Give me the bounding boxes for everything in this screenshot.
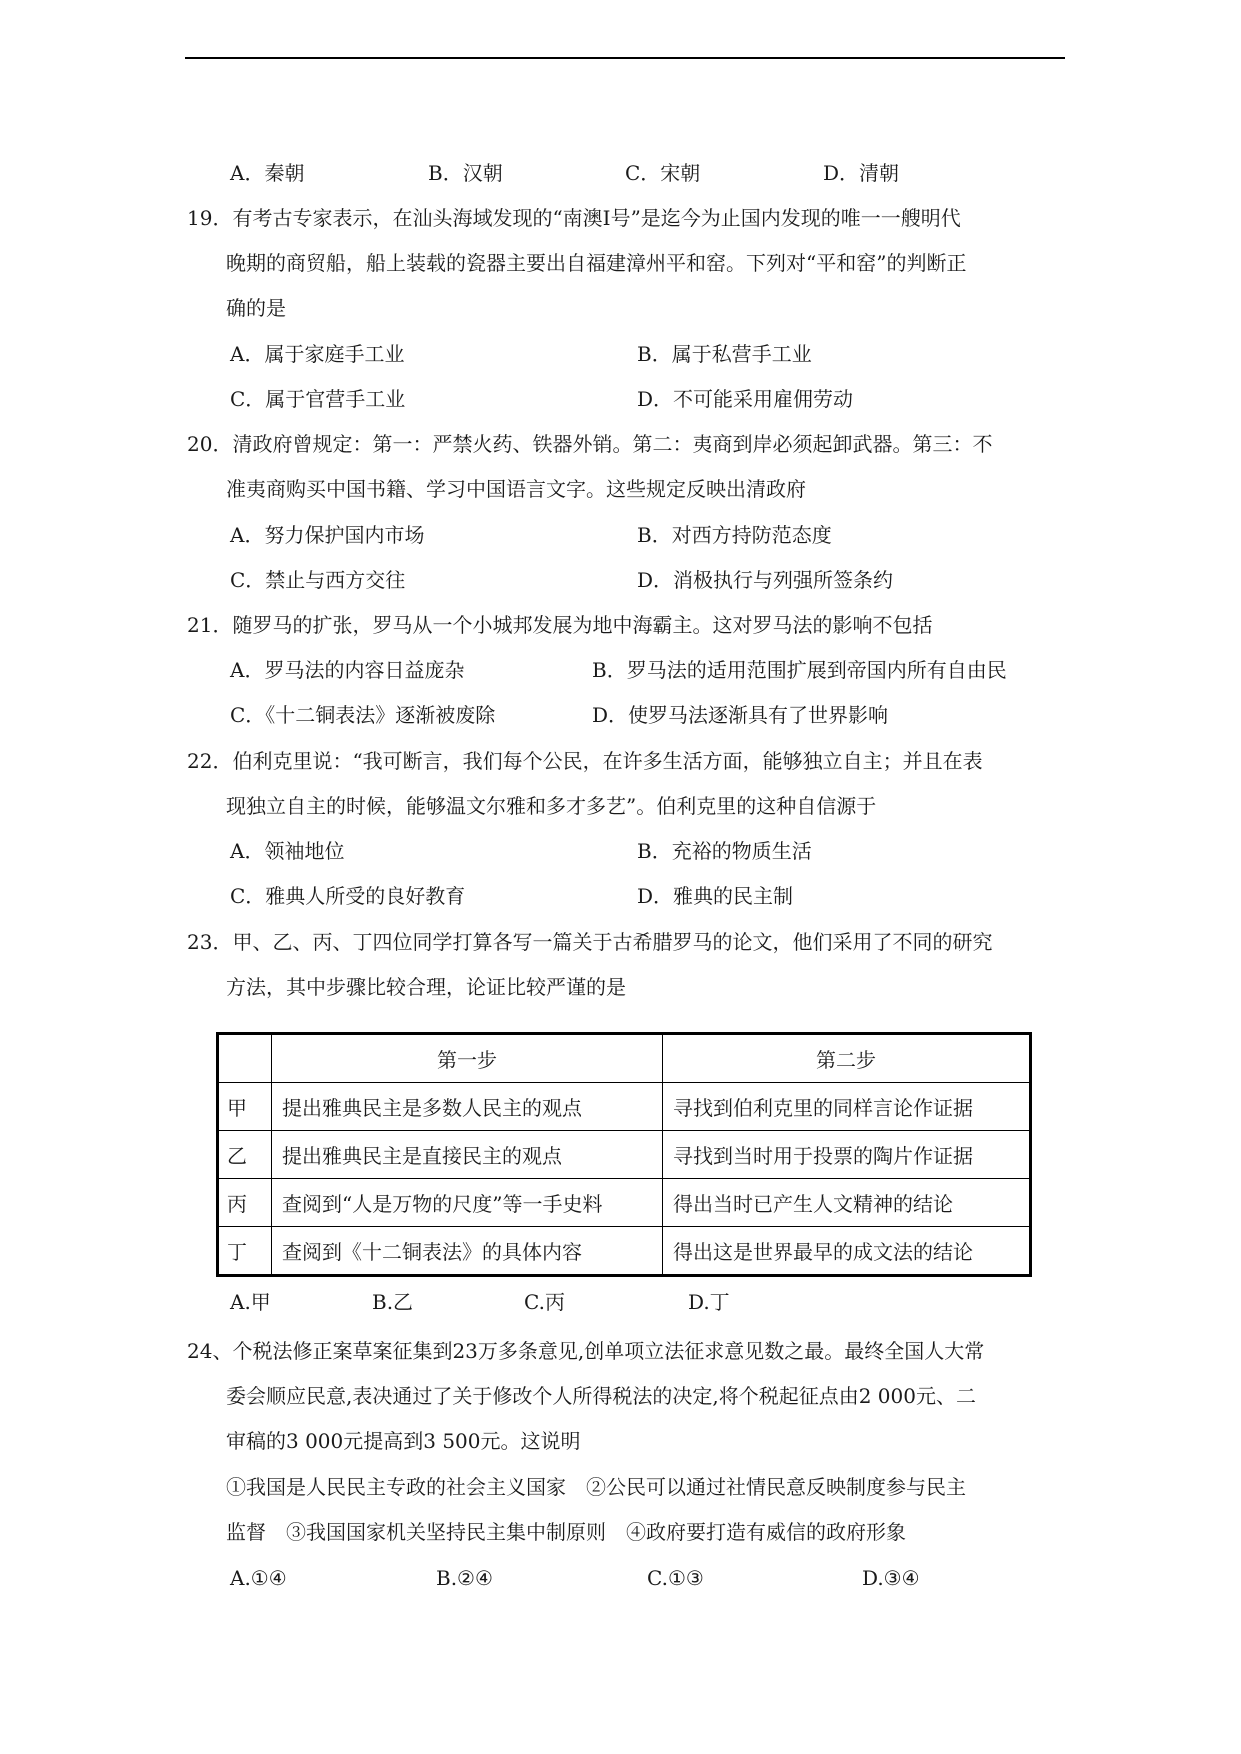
question-stem-line: 20．清政府曾规定：第一：严禁火药、铁器外销。第二：夷商到岸必须起卸武器。第三：不	[187, 432, 993, 456]
option-b: B．对西方持防范态度	[637, 523, 832, 547]
table-cell: 得出这是世界最早的成文法的结论	[663, 1227, 1031, 1276]
table-cell: 丙	[218, 1179, 272, 1227]
option-a: A．努力保护国内市场	[230, 523, 425, 547]
option-b: B．汉朝	[428, 161, 503, 185]
question-stem-line: 委会顺应民意,表决通过了关于修改个人所得税法的决定,将个税起征点由2 000元、二	[226, 1384, 976, 1408]
option-c: C．属于官营手工业	[230, 387, 406, 411]
option-b: B.②④	[436, 1566, 493, 1590]
table-cell: 寻找到伯利克里的同样言论作证据	[663, 1083, 1031, 1131]
table-row	[218, 1131, 1031, 1179]
option-b: B.乙	[372, 1290, 414, 1314]
option-a: A．领袖地位	[230, 839, 345, 863]
table-cell: 乙	[218, 1131, 272, 1179]
question-stem-line: 监督 ③我国国家机关坚持民主集中制原则 ④政府要打造有威信的政府形象	[226, 1520, 906, 1544]
table-header-cell: 第一步	[272, 1034, 663, 1083]
option-c: C.①③	[647, 1566, 704, 1590]
option-c: C．雅典人所受的良好教育	[230, 884, 466, 908]
option-d: D．雅典的民主制	[637, 884, 794, 908]
question-stem-line: 方法，其中步骤比较合理，论证比较严谨的是	[226, 975, 626, 999]
table-cell: 寻找到当时用于投票的陶片作证据	[663, 1131, 1031, 1179]
table-cell: 丁	[218, 1227, 272, 1276]
option-d: D．使罗马法逐渐具有了世界影响	[592, 703, 889, 727]
option-a: A.甲	[230, 1290, 271, 1314]
option-a: A．秦朝	[230, 161, 305, 185]
table-cell: 甲	[218, 1083, 272, 1131]
question-stem-line: 审稿的3 000元提高到3 500元。这说明	[226, 1429, 581, 1453]
table-cell: 得出当时已产生人文精神的结论	[663, 1179, 1031, 1227]
table-cell: 查阅到“人是万物的尺度”等一手史料	[272, 1179, 663, 1227]
option-d: D．不可能采用雇佣劳动	[637, 387, 854, 411]
question-stem-line: 晚期的商贸船，船上装载的瓷器主要出自福建漳州平和窑。下列对“平和窑”的判断正	[226, 251, 967, 275]
option-c: C．《十二铜表法》逐渐被废除	[230, 703, 496, 727]
option-d: D.丁	[688, 1290, 730, 1314]
table-row	[218, 1227, 1031, 1276]
table-row	[218, 1179, 1031, 1227]
option-b: B．充裕的物质生活	[637, 839, 812, 863]
option-c: C.丙	[524, 1290, 565, 1314]
question-stem-line: 现独立自主的时候，能够温文尔雅和多才多艺”。伯利克里的这种自信源于	[226, 794, 877, 818]
option-a: A．属于家庭手工业	[230, 342, 405, 366]
question-stem-line: 19．有考古专家表示，在汕头海域发现的“南澳Ⅰ号”是迄今为止国内发现的唯一一艘明代	[187, 206, 961, 230]
table-row	[218, 1083, 1031, 1131]
option-d: D.③④	[862, 1566, 920, 1590]
question-stem-line: ①我国是人民民主专政的社会主义国家 ②公民可以通过社情民意反映制度参与民主	[226, 1475, 966, 1499]
question-stem-line: 22．伯利克里说：“我可断言，我们每个公民，在许多生活方面，能够独立自主；并且在表	[187, 749, 983, 773]
header-rule	[185, 57, 1065, 59]
option-b: B．罗马法的适用范围扩展到帝国内所有自由民	[592, 658, 1007, 682]
research-steps-table	[216, 1032, 1032, 1277]
table-header-row	[218, 1034, 1031, 1083]
question-stem-line: 23．甲、乙、丙、丁四位同学打算各写一篇关于古希腊罗马的论文，他们采用了不同的研究	[187, 930, 993, 954]
table-header-cell: 第二步	[663, 1034, 1031, 1083]
table-header-cell	[218, 1034, 272, 1083]
option-b: B．属于私营手工业	[637, 342, 812, 366]
question-stem-line: 24、个税法修正案草案征集到23万多条意见,创单项立法征求意见数之最。最终全国人大常	[187, 1339, 985, 1363]
option-d: D．清朝	[823, 161, 900, 185]
table-cell: 提出雅典民主是直接民主的观点	[272, 1131, 663, 1179]
table-cell: 提出雅典民主是多数人民主的观点	[272, 1083, 663, 1131]
question-stem-line: 确的是	[226, 296, 286, 320]
option-d: D．消极执行与列强所签条约	[637, 568, 894, 592]
option-a: A.①④	[230, 1566, 287, 1590]
question-stem-line: 21．随罗马的扩张，罗马从一个小城邦发展为地中海霸主。这对罗马法的影响不包括	[187, 613, 933, 637]
option-c: C．禁止与西方交往	[230, 568, 406, 592]
option-c: C．宋朝	[625, 161, 701, 185]
table-cell: 查阅到《十二铜表法》的具体内容	[272, 1227, 663, 1276]
question-stem-line: 准夷商购买中国书籍、学习中国语言文字。这些规定反映出清政府	[226, 477, 806, 501]
option-a: A．罗马法的内容日益庞杂	[230, 658, 465, 682]
